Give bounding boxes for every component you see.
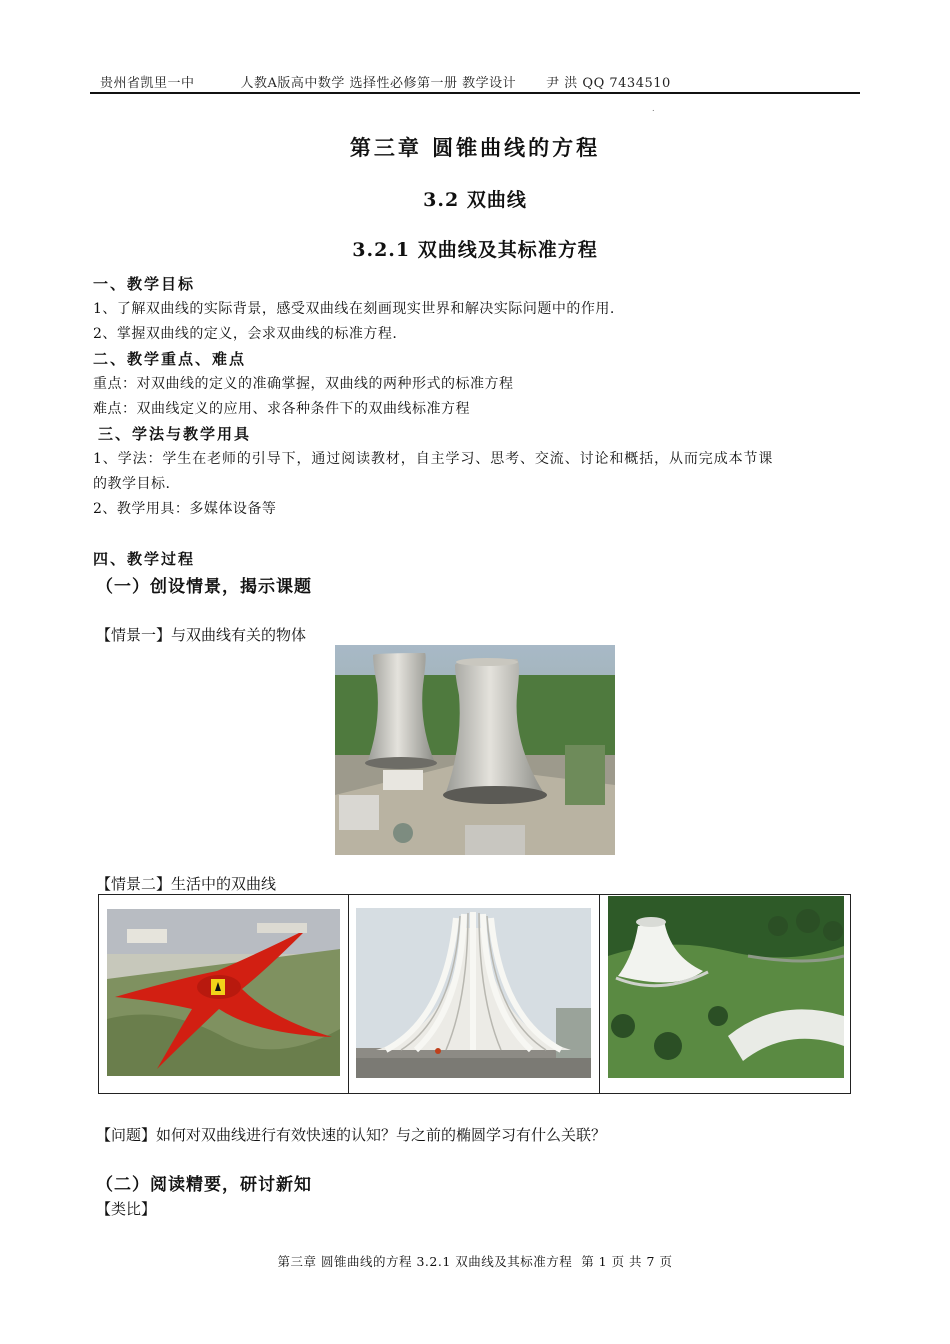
chapter-title: 第三章 圆锥曲线的方程 bbox=[349, 135, 601, 160]
part-2-title: （二）阅读精要，研讨新知 bbox=[96, 1175, 312, 1195]
heading-method: 三、学法与教学用具 bbox=[98, 425, 252, 443]
part-1-title: （一）创设情景，揭示课题 bbox=[96, 577, 312, 597]
heading-process: 四、教学过程 bbox=[93, 550, 196, 568]
scene-2-label: 【情景二】生活中的双曲线 bbox=[96, 875, 277, 893]
stray-dot: . bbox=[652, 104, 655, 113]
scene-1-label: 【情景一】与双曲线有关的物体 bbox=[96, 626, 307, 644]
method-line-1: 1、学法：学生在老师的引导下，通过阅读教材，自主学习、思考、交流、讨论和概括，从而完成本节课 bbox=[93, 451, 774, 467]
objective-2: 2、掌握双曲线的定义，会求双曲线的标准方程. bbox=[93, 326, 398, 342]
tools-line: 2、教学用具：多媒体设备等 bbox=[93, 501, 277, 517]
analogy-label: 【类比】 bbox=[96, 1200, 157, 1218]
subsection-title: 3.2.1 双曲线及其标准方程 bbox=[352, 239, 598, 261]
photo-cell-3 bbox=[600, 895, 851, 1093]
key-point: 重点：对双曲线的定义的准确掌握，双曲线的两种形式的标准方程 bbox=[93, 376, 514, 392]
section-title: 3.2 双曲线 bbox=[423, 189, 527, 211]
photo-cell-2 bbox=[349, 895, 600, 1093]
objective-1: 1、了解双曲线的实际背景，感受双曲线在刻画现实世界和解决实际问题中的作用. bbox=[93, 301, 615, 317]
difficult-point: 难点：双曲线定义的应用、求各种条件下的双曲线标准方程 bbox=[93, 401, 470, 417]
scene-2-photo-table bbox=[98, 894, 851, 1094]
header-author: 尹 洪 QQ 7434510 bbox=[546, 76, 671, 91]
photo-cell-1 bbox=[99, 895, 349, 1093]
page-footer: 第三章 圆锥曲线的方程 3.2.1 双曲线及其标准方程 第 1 页 共 7 页 bbox=[277, 1254, 673, 1269]
brasilia-cathedral-photo bbox=[356, 908, 591, 1078]
header-school: 贵州省凯里一中 bbox=[100, 76, 195, 91]
question-line: 【问题】如何对双曲线进行有效快速的认知？与之前的椭圆学习有什么关联？ bbox=[96, 1126, 607, 1144]
header-book: 人教A版高中数学 选择性必修第一册 教学设计 bbox=[240, 76, 517, 91]
header-rule bbox=[90, 92, 860, 94]
observatory-photo bbox=[608, 896, 844, 1078]
ferrari-world-photo bbox=[107, 909, 340, 1076]
heading-key-points: 二、教学重点、难点 bbox=[93, 350, 247, 368]
cooling-towers-photo bbox=[335, 645, 615, 855]
method-line-2: 的教学目标. bbox=[93, 476, 171, 492]
page-header bbox=[100, 72, 860, 91]
heading-objectives: 一、教学目标 bbox=[93, 275, 196, 293]
